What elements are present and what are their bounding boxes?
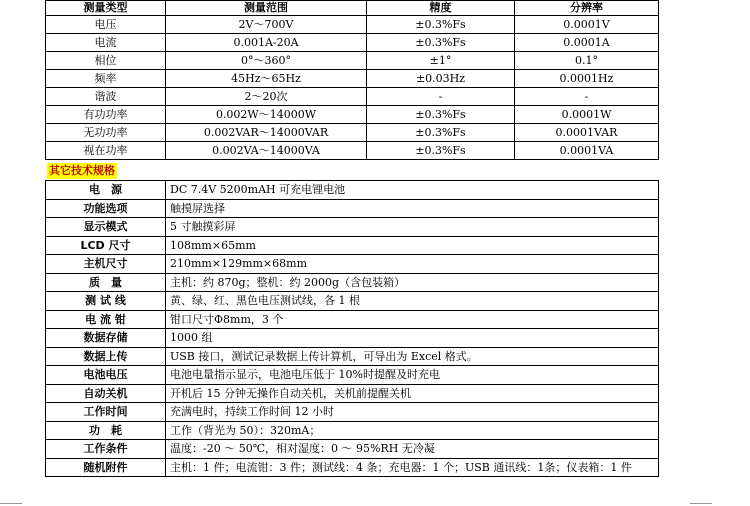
spec-key: 功能选项 <box>46 199 166 218</box>
table-row <box>46 142 659 160</box>
table-cell: 0.0001Hz <box>515 70 659 88</box>
spec-row <box>46 292 659 311</box>
column-header: 测量范围 <box>166 1 367 16</box>
table-row <box>46 70 659 88</box>
spec-value: 电池电量指示显示，电池电压低于 10%时提醒及时充电 <box>166 366 659 385</box>
table-cell: 0.1° <box>515 52 659 70</box>
table-cell: ±1° <box>367 52 515 70</box>
table-cell: ±0.03Hz <box>367 70 515 88</box>
table-cell: - <box>367 88 515 106</box>
spec-value: 充满电时，持续工作时间 12 小时 <box>166 403 659 422</box>
spec-key: 电池电压 <box>46 366 166 385</box>
table-cell: ±0.3%Fs <box>367 106 515 124</box>
table-cell: 0.001A-20A <box>166 34 367 52</box>
spec-row <box>46 329 659 348</box>
page-corner-mark <box>0 503 22 504</box>
spec-key: 测 试 线 <box>46 292 166 311</box>
spec-row <box>46 199 659 218</box>
table-cell: ±0.3%Fs <box>367 124 515 142</box>
table-cell: 电流 <box>46 34 166 52</box>
table-cell: 2～20次 <box>166 88 367 106</box>
spec-row <box>46 366 659 385</box>
table-cell: 0.0001A <box>515 34 659 52</box>
table-cell: 0.0001W <box>515 106 659 124</box>
spec-row <box>46 218 659 237</box>
spec-row <box>46 440 659 459</box>
spec-value: 触摸屏选择 <box>166 199 659 218</box>
table-cell: 相位 <box>46 52 166 70</box>
spec-key: 电 源 <box>46 181 166 200</box>
table-cell: 电压 <box>46 16 166 34</box>
spec-row <box>46 273 659 292</box>
spec-key: 电 流 钳 <box>46 310 166 329</box>
table-cell: 有功功率 <box>46 106 166 124</box>
table-cell: 频率 <box>46 70 166 88</box>
section-title: 其它技术规格 <box>49 164 115 177</box>
table-row <box>46 16 659 34</box>
table-cell: 45Hz～65Hz <box>166 70 367 88</box>
spec-key: 质 量 <box>46 273 166 292</box>
spec-key: 自动关机 <box>46 384 166 403</box>
spec-key: 数据上传 <box>46 347 166 366</box>
table-cell: 2V～700V <box>166 16 367 34</box>
spec-row <box>46 255 659 274</box>
table-cell: 0.002VAR～14000VAR <box>166 124 367 142</box>
table-row <box>46 88 659 106</box>
table-row <box>46 124 659 142</box>
section-heading <box>45 163 658 179</box>
spec-row <box>46 236 659 255</box>
table-row <box>46 106 659 124</box>
column-header: 精度 <box>367 1 515 16</box>
table-row <box>46 52 659 70</box>
spec-key: 随机附件 <box>46 458 166 477</box>
spec-value: 开机后 15 分钟无操作自动关机，关机前提醒关机 <box>166 384 659 403</box>
spec-key: 功 耗 <box>46 421 166 440</box>
spec-value: 5 寸触摸彩屏 <box>166 218 659 237</box>
spec-key: 数据存储 <box>46 329 166 348</box>
table-cell: 0.002W～14000W <box>166 106 367 124</box>
spec-value: 温度：-20 ～ 50℃，相对湿度：0 ～ 95%RH 无冷凝 <box>166 440 659 459</box>
spec-row <box>46 403 659 422</box>
spec-value: 108mm×65mm <box>166 236 659 255</box>
spec-row <box>46 310 659 329</box>
column-header: 测量类型 <box>46 1 166 16</box>
spec-key: LCD 尺寸 <box>46 236 166 255</box>
table-cell: 0.002VA～14000VA <box>166 142 367 160</box>
spec-value: 主机：约 870g；整机：约 2000g（含包装箱） <box>166 273 659 292</box>
table-cell: - <box>515 88 659 106</box>
spec-value: 黄、绿、红、黑色电压测试线，各 1 根 <box>166 292 659 311</box>
spec-value: DC 7.4V 5200mAH 可充电锂电池 <box>166 181 659 200</box>
table-row <box>46 34 659 52</box>
table-cell: 视在功率 <box>46 142 166 160</box>
table-cell: ±0.3%Fs <box>367 34 515 52</box>
table-cell: ±0.3%Fs <box>367 142 515 160</box>
column-header: 分辨率 <box>515 1 659 16</box>
spec-key: 工作时间 <box>46 403 166 422</box>
table-cell: 0.0001VA <box>515 142 659 160</box>
spec-row <box>46 421 659 440</box>
table-cell: 0.0001VAR <box>515 124 659 142</box>
spec-value: USB 接口，测试记录数据上传计算机，可导出为 Excel 格式。 <box>166 347 659 366</box>
table-cell: 0°～360° <box>166 52 367 70</box>
spec-key: 主机尺寸 <box>46 255 166 274</box>
spec-row <box>46 458 659 477</box>
spec-value: 210mm×129mm×68mm <box>166 255 659 274</box>
table-cell: 无功功率 <box>46 124 166 142</box>
spec-value: 钳口尺寸Φ8mm，3 个 <box>166 310 659 329</box>
spec-table <box>45 180 659 477</box>
spec-key: 工作条件 <box>46 440 166 459</box>
spec-row <box>46 384 659 403</box>
spec-key: 显示模式 <box>46 218 166 237</box>
spec-value: 主机：1 件；电流钳：3 件；测试线：4 条；充电器：1 个；USB 通讯线：1条；仪表箱：1 件 <box>166 458 659 477</box>
spec-row <box>46 347 659 366</box>
spec-value: 工作（背光为 50）：320mA； <box>166 421 659 440</box>
page-corner-mark <box>690 503 712 504</box>
measurement-table <box>45 0 659 160</box>
table-cell: ±0.3%Fs <box>367 16 515 34</box>
spec-row <box>46 181 659 200</box>
table-header-row <box>46 1 659 16</box>
table-cell: 谐波 <box>46 88 166 106</box>
table-cell: 0.0001V <box>515 16 659 34</box>
spec-value: 1000 组 <box>166 329 659 348</box>
